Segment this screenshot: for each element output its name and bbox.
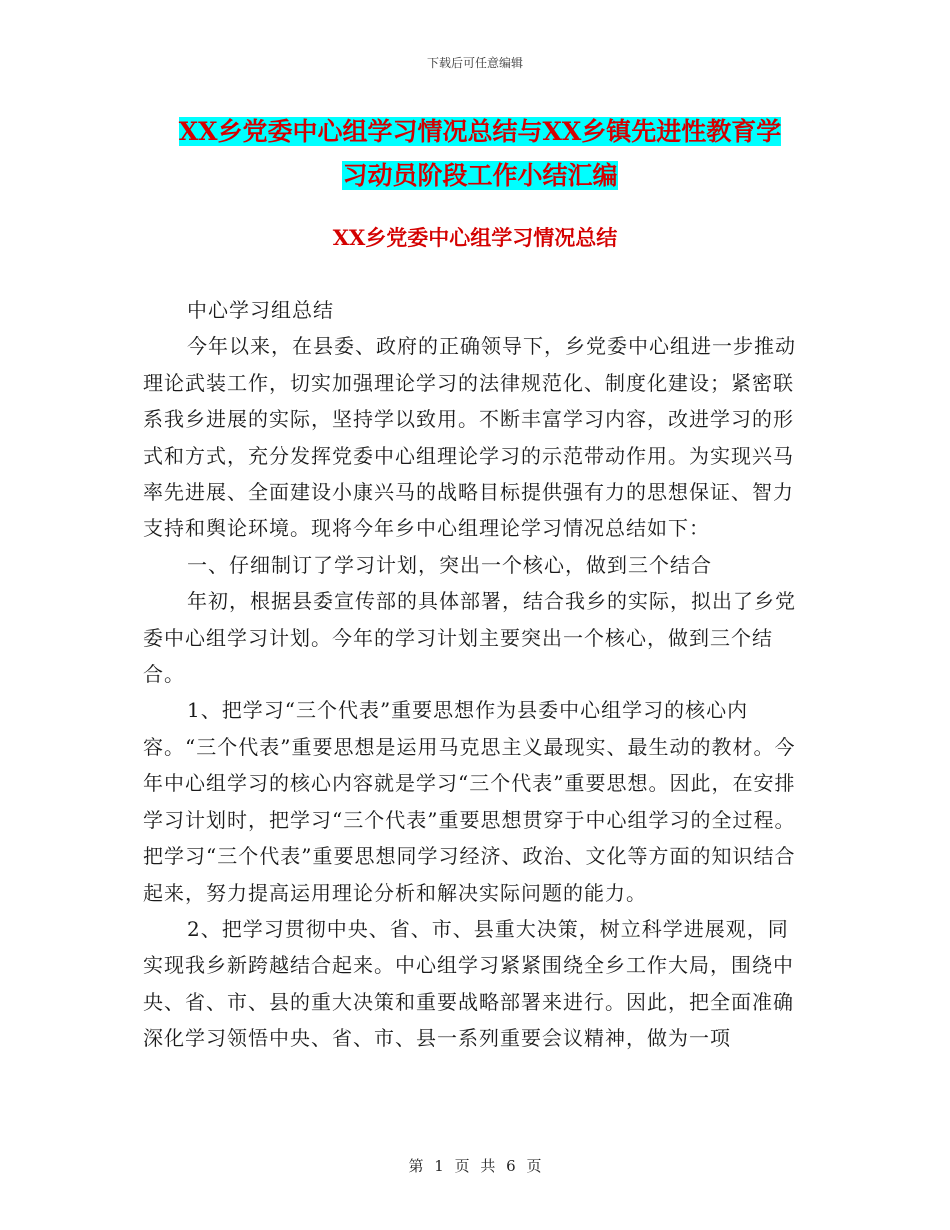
page-number: 第 1 页 共 6 页 <box>408 1157 542 1175</box>
header-note: 下载后可任意编辑 <box>426 56 523 70</box>
document-body <box>143 292 803 1057</box>
paragraph: 一、仔细制订了学习计划，突出一个核心，做到三个结合 <box>187 552 712 577</box>
title-line-1: XX乡党委中心组学习情况总结与XX乡镇先进性教育学 <box>178 117 782 146</box>
paragraph: 中心学习组总结 <box>187 298 334 322</box>
title-line-2: 习动员阶段工作小结汇编 <box>342 161 618 190</box>
paragraph: 2、把学习贯彻中央、省、市、县重大决策，树立科学进展观，同实现我乡新跨越结合起来。中心组学习紧紧围绕全乡工作大局，围绕中央、省、市、县的重大决策和重要战略部署来进行。因此，把全面准确深化学习领悟中央、省、市、县一系列重要会议精神，做为一项 <box>143 916 794 1051</box>
paragraph: 年初，根据县委宣传部的具体部署，结合我乡的实际，拟出了乡党委中心组学习计划。今年的学习计划主要突出一个核心，做到三个结合。 <box>143 589 796 687</box>
paragraph: 1、把学习“三个代表”重要思想作为县委中心组学习的核心内容。“三个代表”重要思想是运用马克思主义最现实、最生动的教材。今年中心组学习的核心内容就是学习“三个代表”重要思想。因此，在安排学习计划时，把学习“三个代表”重要思想贯穿于中心组学习的全过程。把学习“三个代表”重要思想同学习经济、政治、文化等方面的知识结合起来，努力提高运用理论分析和解决实际问题的能力。 <box>143 698 796 905</box>
document-title <box>130 110 830 198</box>
paragraph: 今年以来，在县委、政府的正确领导下，乡党委中心组进一步推动理论武装工作，切实加强理论学习的法律规范化、制度化建设；紧密联系我乡进展的实际，坚持学以致用。不断丰富学习内容，改进学习的形式和方式，充分发挥党委中心组理论学习的示范带动作用。为实现兴马率先进展、全面建设小康兴马的战略目标提供强有力的思想保证、智力支持和舆论环境。现将今年乡中心组理论学习情况总结如下： <box>143 334 796 541</box>
section-title: XX乡党委中心组学习情况总结 <box>332 225 618 250</box>
